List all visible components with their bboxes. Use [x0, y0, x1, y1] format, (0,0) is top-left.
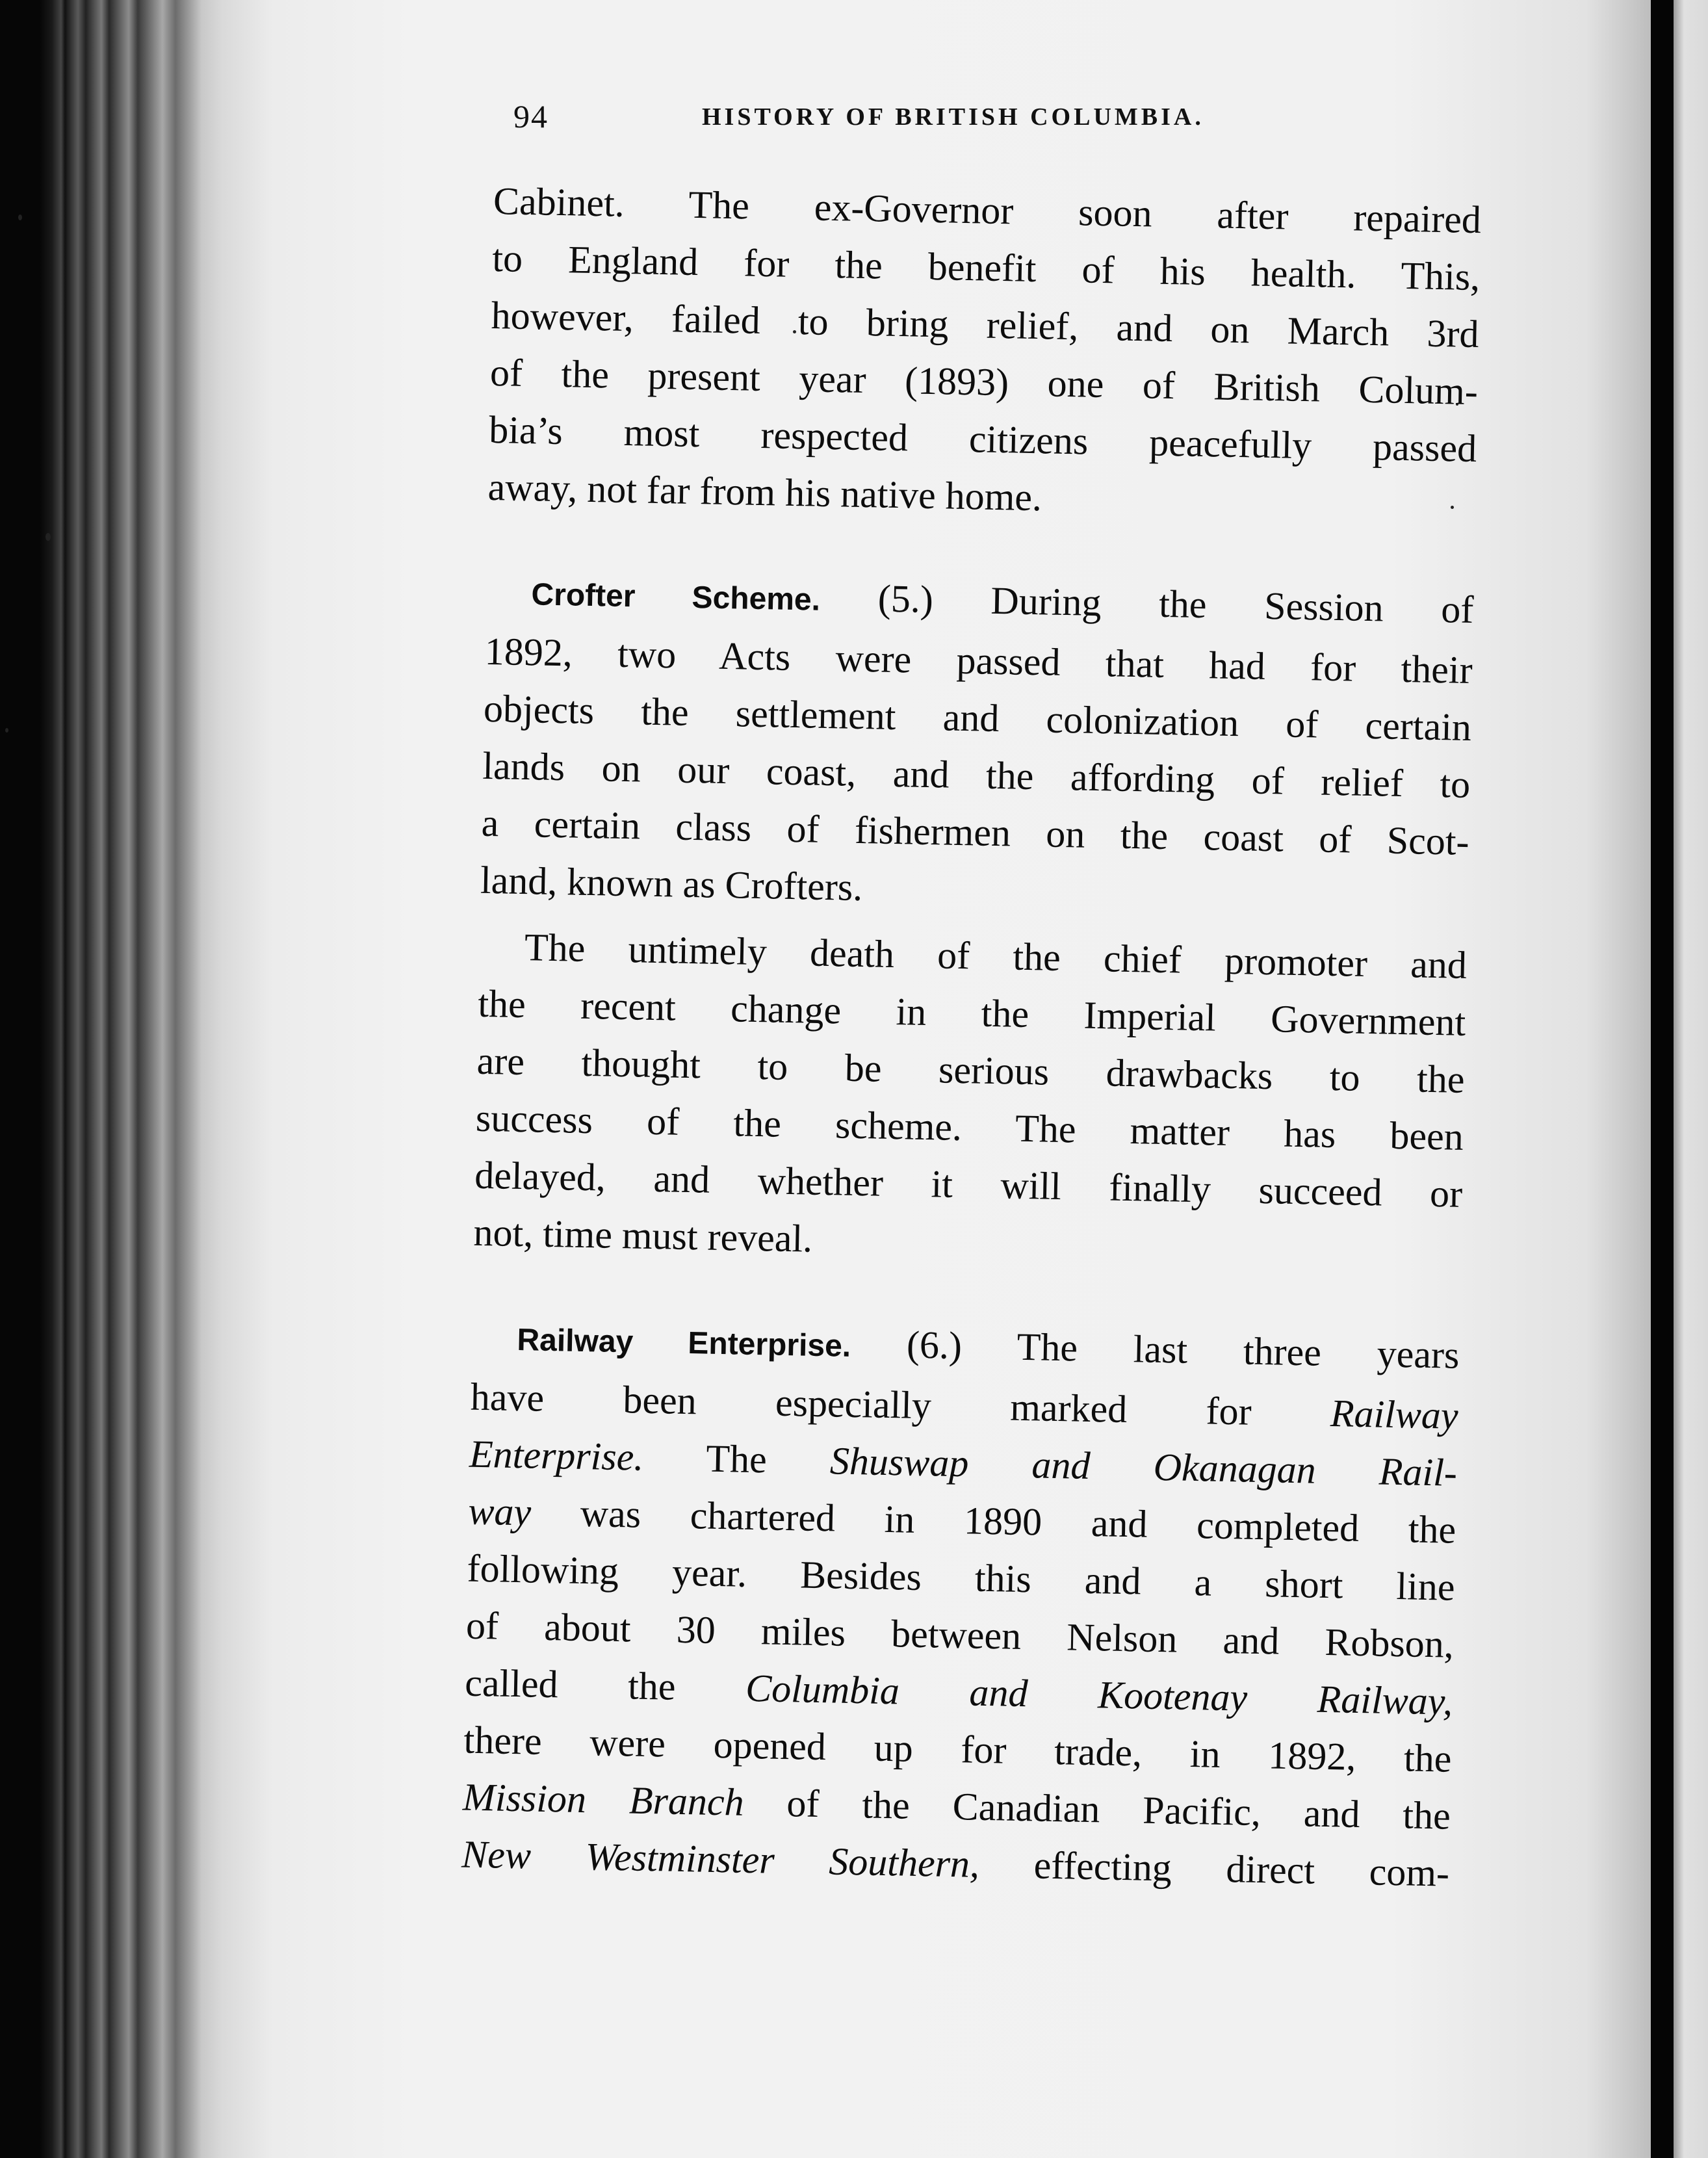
text-line: success of the scheme. The matter has been — [475, 1096, 1464, 1158]
page-number: 94 — [513, 98, 549, 135]
text-line: delayed, and whether it will finally succeed or — [474, 1153, 1463, 1216]
text-line: 1892, two Acts were passed that had for their — [484, 629, 1473, 692]
text-run: called the — [464, 1661, 746, 1710]
italic-run: Enterprise. — [469, 1432, 645, 1479]
paragraph-3 — [473, 918, 1468, 1280]
body-text — [461, 172, 1481, 1902]
running-head — [513, 98, 1319, 150]
text-run: (5.) During the Session of — [820, 575, 1475, 632]
italic-run: way — [467, 1489, 532, 1534]
italic-run: Columbia and Kootenay Railway, — [745, 1666, 1453, 1723]
text-line: however, failed to bring relief, and on March 3rd — [491, 293, 1480, 356]
text-line: lands on our coast, and the affording of relief to — [482, 744, 1471, 807]
book-binding — [39, 0, 227, 2158]
text-line: are thought to be serious drawbacks to the — [476, 1039, 1466, 1101]
next-page-edge — [1674, 0, 1708, 2158]
text-line: objects the settlement and colonization of certain — [483, 686, 1472, 749]
text-run: effecting direct com- — [979, 1842, 1450, 1895]
paragraph-1 — [487, 172, 1482, 534]
paragraph-railway-enterprise — [461, 1308, 1460, 1902]
italic-run: Mission Branch — [462, 1775, 745, 1824]
text-line: the recent change in the Imperial Government — [477, 982, 1466, 1044]
side-heading: Railway Enterprise. — [517, 1323, 851, 1364]
text-line: land, known as Crofters. — [480, 858, 863, 909]
text-line: bia’s most respected citizens peacefully passed — [488, 408, 1477, 471]
side-heading: Crofter Scheme. — [531, 577, 821, 618]
text-run: have been especially marked for — [470, 1375, 1331, 1435]
italic-run: Shuswap and Okanagan Rail- — [829, 1439, 1458, 1494]
italic-run: New Westminster Southern, — [461, 1832, 980, 1886]
text-line: Cabinet. The ex-Governor soon after repaired — [493, 179, 1482, 242]
text-run: (6.) The last three years — [850, 1321, 1460, 1377]
italic-run: Railway — [1330, 1392, 1459, 1437]
text-run: of the Canadian Pacific, and the — [743, 1780, 1451, 1838]
paragraph-crofter-scheme — [480, 562, 1474, 928]
text-line: of about 30 miles between Nelson and Robson, — [465, 1604, 1455, 1666]
text-line: not, time must reveal. — [473, 1210, 813, 1260]
text-run: was chartered in 1890 and completed the — [530, 1490, 1456, 1552]
text-line: to England for the benefit of his health. This, — [491, 236, 1481, 299]
page-gap — [1651, 0, 1674, 2158]
text-line: a certain class of fishermen on the coast of Scot- — [481, 801, 1470, 863]
text-line: away, not far from his native home. — [487, 465, 1042, 519]
text-run: The — [643, 1435, 831, 1483]
text-line: there were opened up for trade, in 1892, the — [463, 1718, 1453, 1780]
text-line: The untimely death of the chief promoter and — [524, 926, 1468, 987]
text-line: of the present year (1893) one of British Colum- — [489, 350, 1479, 413]
text-line: following year. Besides this and a short line — [467, 1546, 1456, 1609]
running-title: HISTORY OF BRITISH COLUMBIA. — [702, 103, 1204, 131]
